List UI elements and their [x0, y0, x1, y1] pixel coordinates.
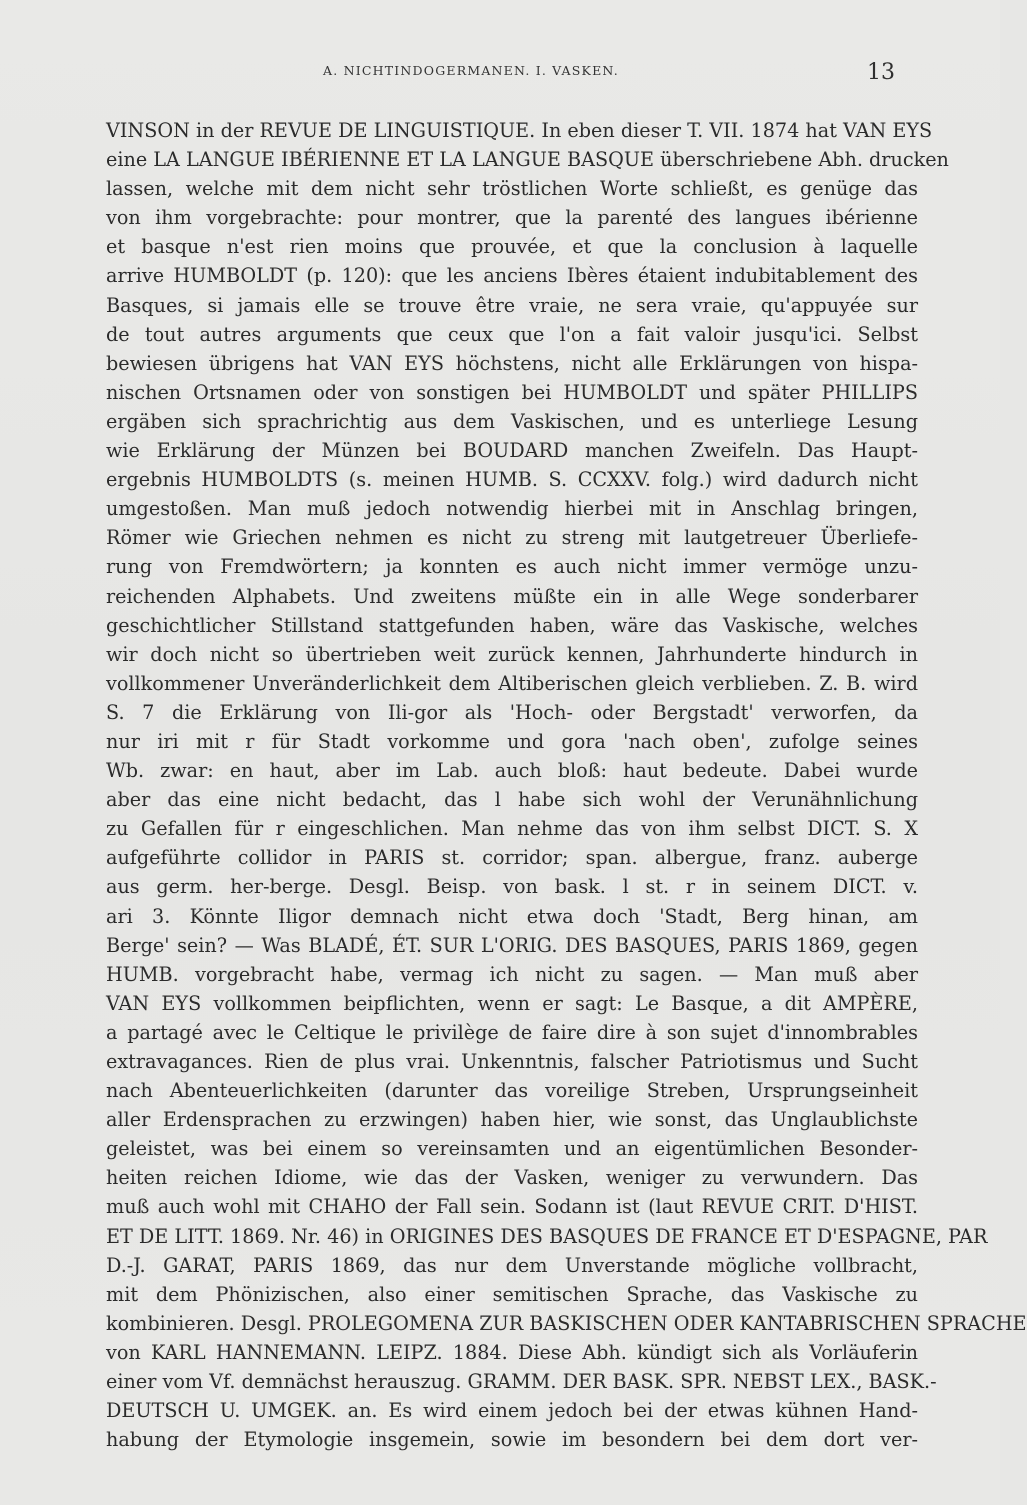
text-line: S. 7 die Erklärung von Ili-gor als 'Hoch- oder Bergstadt' verworfen, da: [106, 700, 918, 724]
text-line: geleistet, was bei einem so vereinsamten und an eigentümlichen Besonder-: [106, 1137, 918, 1161]
text-line: einer vom Vf. demnächst herauszug. GRAMM. DER BASK. SPR. NEBST LEX., BASK.-: [106, 1370, 937, 1394]
text-line: Römer wie Griechen nehmen es nicht zu streng mit lautgetreuer Überliefe-: [106, 526, 918, 550]
text-line: mit dem Phönizischen, also einer semitischen Sprache, das Vaskische zu: [106, 1282, 918, 1306]
text-line: Wb. zwar: en haut, aber im Lab. auch bloß: haut bedeute. Dabei wurde: [106, 759, 918, 783]
text-line: aller Erdensprachen zu erzwingen) haben hier, wie sonst, das Unglaublichste: [106, 1108, 918, 1132]
text-line: [106, 1454, 918, 1483]
text-line: aus germ. her-berge. Desgl. Beisp. von bask. l st. r in seinem DICT. v.: [106, 875, 918, 899]
text-line: nischen Ortsnamen oder von sonstigen bei HUMBOLDT und später PHILLIPS: [106, 380, 918, 404]
text-line: rung von Fremdwörtern; ja konnten es auch nicht immer vermöge unzu-: [106, 555, 918, 579]
text-line: bewiesen übrigens hat VAN EYS höchstens, nicht alle Erklärungen von hispa-: [106, 351, 918, 375]
text-line: DEUTSCH U. UMGEK. an. Es wird einem jedoch bei der etwas kühnen Hand-: [106, 1399, 918, 1423]
text-line: Basques, si jamais elle se trouve être vraie, ne sera vraie, qu'appuyée sur: [106, 293, 918, 317]
text-line: ari 3. Könnte Iligor demnach nicht etwa doch 'Stadt, Berg hinan, am: [106, 904, 918, 928]
text-line: heiten reichen Idiome, wie das der Vasken, weniger zu verwundern. Das: [106, 1166, 918, 1190]
text-line: nach Abenteuerlichkeiten (darunter das voreilige Streben, Ursprungseinheit: [106, 1079, 918, 1103]
text-line: HUMB. vorgebracht habe, vermag ich nicht zu sagen. — Man muß aber: [106, 962, 918, 986]
text-line: lassen, welche mit dem nicht sehr tröstlichen Worte schließt, es genüge das: [106, 177, 918, 201]
text-line: eine LA LANGUE IBÉRIENNE ET LA LANGUE BASQUE überschriebene Abh. drucken: [106, 148, 949, 172]
page-header: [0, 60, 1000, 100]
text-line: VINSON in der REVUE DE LINGUISTIQUE. In eben dieser T. VII. 1874 hat VAN EYS: [106, 119, 933, 142]
text-line: ergäben sich sprachrichtig aus dem Vaskischen, und es unterliege Lesung: [106, 409, 918, 433]
text-line: de tout autres arguments que ceux que l'on a fait valoir jusqu'ici. Selbst: [106, 322, 918, 346]
text-line: zu Gefallen für r eingeschlichen. Man nehme das von ihm selbst DICT. S. X: [106, 817, 918, 841]
text-line: ergebnis HUMBOLDTS (s. meinen HUMB. S. CCXXV. folg.) wird dadurch nicht: [106, 468, 918, 492]
text-line: reichenden Alphabets. Und zweitens müßte ein in alle Wege sonderbarer: [106, 584, 918, 608]
text-line: wir doch nicht so übertrieben weit zurück kennen, Jahrhunderte hindurch in: [106, 642, 918, 666]
text-line: aufgeführte collidor in PARIS st. corridor; span. albergue, franz. auberge: [106, 846, 918, 870]
text-line: a partagé avec le Celtique le privilège de faire dire à son sujet d'innombrables: [106, 1020, 918, 1044]
text-line: VAN EYS vollkommen beipflichten, wenn er sagt: Le Basque, a dit AMPÈRE,: [106, 991, 918, 1015]
text-line: ET DE LITT. 1869. Nr. 46) in ORIGINES DES BASQUES DE FRANCE ET D'ESPAGNE, PAR: [106, 1224, 988, 1248]
text-line: aber das eine nicht bedacht, das l habe sich wohl der Verunähnlichung: [106, 788, 918, 812]
text-line: extravagances. Rien de plus vrai. Unkenntnis, falscher Patriotismus und Sucht: [106, 1050, 918, 1073]
text-line: muß auch wohl mit CHAHO der Fall sein. Sodann ist (laut REVUE CRIT. D'HIST.: [106, 1195, 918, 1219]
text-line: D.-J. GARAT, PARIS 1869, das nur dem Unverstande mögliche vollbracht,: [106, 1253, 918, 1277]
page-number: 13: [867, 60, 895, 85]
text-line: arrive HUMBOLDT (p. 120): que les anciens Ibères étaient indubitablement des: [106, 264, 918, 288]
text-line: habung der Etymologie insgemein, sowie im besondern bei dem dort ver-: [106, 1428, 918, 1452]
text-line: von KARL HANNEMANN. LEIPZ. 1884. Diese Abh. kündigt sich als Vorläuferin: [106, 1340, 918, 1364]
body-text: [106, 116, 1027, 1483]
text-line: wie Erklärung der Münzen bei BOUDARD manchen Zweifeln. Das Haupt-: [106, 439, 918, 463]
text-line: vollkommener Unveränderlichkeit dem Altiberischen gleich verblieben. Z. B. wird: [106, 671, 918, 695]
text-line: von ihm vorgebrachte: pour montrer, que la parenté des langues ibérienne: [106, 206, 918, 230]
running-head: A. NICHTINDOGERMANEN. I. VASKEN.: [323, 63, 619, 78]
text-line: nur iri mit r für Stadt vorkomme und gora 'nach oben', zufolge seines: [106, 729, 918, 753]
text-line: umgestoßen. Man muß jedoch notwendig hierbei mit in Anschlag bringen,: [106, 497, 918, 521]
text-line: Berge' sein? — Was BLADÉ, ÉT. SUR L'ORIG. DES BASQUES, PARIS 1869, gegen: [106, 933, 918, 957]
text-line: geschichtlicher Stillstand stattgefunden haben, wäre das Vaskische, welches: [106, 613, 918, 637]
text-line: et basque n'est rien moins que prouvée, et que la conclusion à laquelle: [106, 235, 918, 259]
text-line: kombinieren. Desgl. PROLEGOMENA ZUR BASKISCHEN ODER KANTABRISCHEN SPRACHE: [106, 1311, 1027, 1335]
